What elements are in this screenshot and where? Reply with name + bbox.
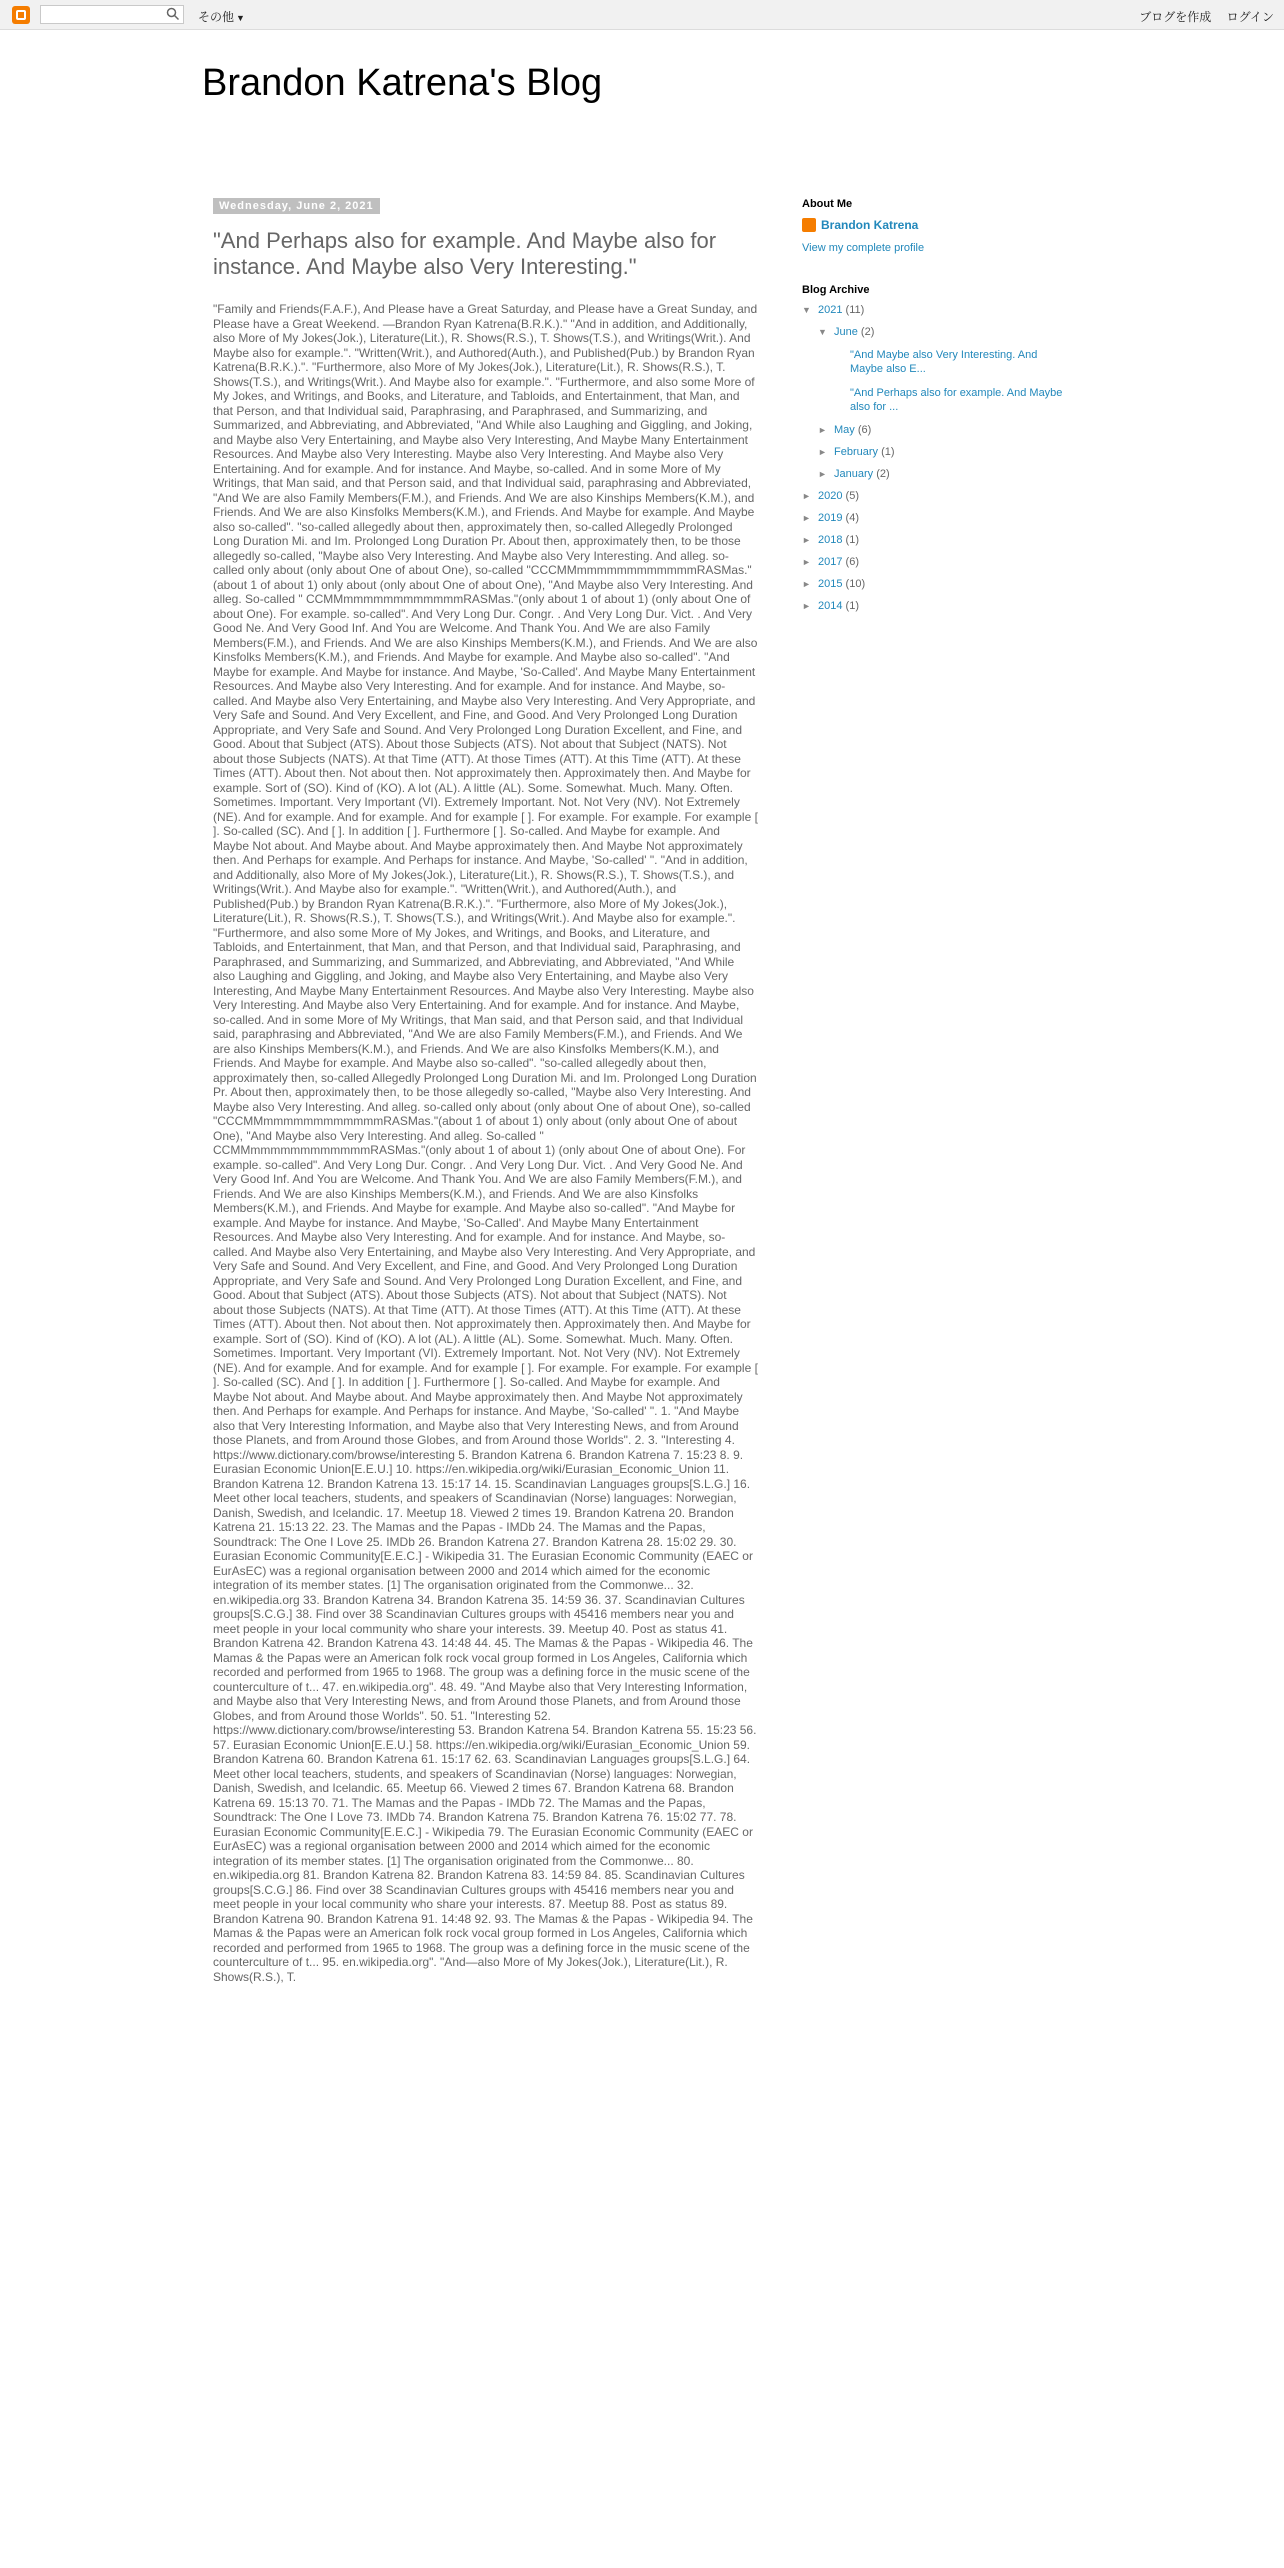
archive-year-2015 (802, 578, 1072, 590)
archive-year-link[interactable]: 2021 (818, 304, 843, 316)
archive-year-2014 (802, 600, 1072, 612)
archive-count: (6) (857, 424, 872, 436)
post-title: "And Perhaps also for example. And Maybe also for instance. And Maybe also Very Interesting." (213, 228, 717, 279)
archive-month-june (818, 326, 1072, 414)
archive-year-link[interactable]: 2020 (818, 490, 843, 502)
archive-month-link[interactable]: June (834, 326, 858, 338)
archive-count: (4) (845, 512, 859, 524)
archive-post-link[interactable]: "And Maybe also Very Interesting. And Maybe also E... (850, 349, 1038, 375)
archive-count: (1) (881, 446, 895, 458)
login-link[interactable]: ログイン (1226, 10, 1274, 24)
archive-months-2021 (802, 326, 1072, 480)
toggle-collapsed-icon[interactable]: ► (802, 535, 811, 545)
archive-month-january (818, 468, 1072, 480)
archive-month-link[interactable]: January (834, 468, 874, 480)
blog-archive-title: Blog Archive (802, 284, 870, 296)
toggle-collapsed-icon[interactable]: ► (802, 491, 811, 501)
archive-count: (2) (876, 468, 890, 480)
archive-month-may (818, 424, 1072, 436)
toggle-collapsed-icon[interactable]: ► (802, 557, 811, 567)
archive-year-2021 (802, 304, 1072, 480)
sidebar (802, 198, 1072, 622)
toggle-expanded-icon[interactable]: ▼ (818, 327, 827, 337)
blog-archive-widget (802, 284, 1072, 612)
more-menu-button[interactable] (198, 8, 245, 25)
archive-year-2018 (802, 534, 1072, 546)
archive-count: (2) (860, 326, 875, 338)
toggle-collapsed-icon[interactable]: ► (802, 601, 811, 611)
toggle-collapsed-icon[interactable]: ► (818, 469, 827, 479)
archive-month-link[interactable]: February (834, 446, 879, 458)
blogger-profile-icon (802, 218, 816, 232)
chevron-down-icon: ▼ (236, 13, 245, 23)
archive-count: (6) (845, 556, 859, 568)
archive-count: (1) (845, 600, 859, 612)
blogger-logo-icon[interactable] (12, 6, 30, 24)
search-input[interactable] (40, 5, 184, 24)
archive-list (802, 304, 1072, 612)
archive-year-2017 (802, 556, 1072, 568)
archive-count: (11) (845, 304, 865, 316)
toggle-collapsed-icon[interactable]: ► (818, 425, 827, 435)
about-me-title: About Me (802, 198, 853, 210)
archive-month-february (818, 446, 1072, 458)
post-body: "Family and Friends(F.A.F.), And Please have a Great Saturday, and Please have a Great Sunday, and Please have a Great Weekend. —Brandon Ryan Katrena(B.R.K.)." "And in addition, and Additionally, also More of My Jokes(Jok.), Literature(Lit.), R. Shows(R.S.), T. Shows(T.S.), and Writings(Writ.). And Maybe also for example.". "Written(Writ.), and Authored(Auth.), and Published(Pub.) by Brandon Ryan Katrena(B.R.K.).". "Furthermore, also More of My Jokes(Jok.), Literature(Lit.), R. Shows(R.S.), T. Shows(T.S.), and Writings(Writ.). And Maybe also for example.". "Furthermore, and also some More of My Jokes, and Writings, and Books, and Literature, and Tabloids, and Entertainment, that Man, and that Person, and that Individual said, Paraphrasing, and Paraphrased, and Summarizing, and Summarized, and Abbreviating, and Abbreviated, "And While also Laughing and Giggling, and Joking, and Maybe also Very Entertaining, and Maybe also Very Interesting, And Maybe Many Entertainment Resources. And Maybe also Very Interesting. Maybe also Very Interesting. And Maybe also Very Entertaining. And for example. And for instance. And Maybe, so-called. And in some More of My Writings, that Man said, and that Person said, and that Individual said, paraphrasing and Abbreviated, "And We are also Family Members(F.M.), and Friends. And We are also Kinships Members(K.M.), and Friends. And We are also Kinsfolks Members(K.M.), and Friends. And Maybe for example. And Maybe also so-called". "so-called allegedly about then, approximately then, so-called Allegedly Prolonged Long Duration Mi. and Im. Prolonged Long Duration Pr. About then, approximately then, to be those allegedly so-called, "Maybe also Very Interesting. And Maybe also Very Interesting. And alleg. so-called only about (only about One of about One), so-called "CCCMMmmmmmmmmmmmmRASMas."(about 1 of about 1) only about (only about One of about One), "And Maybe also Very Interesting. And alleg. So-called " CCMMmmmmmmmmmmmmRASMas."(only about 1 of about 1) (only about One of about One). For example. so-called". And Very Long Dur. Congr. . And Very Long Dur. Vict. . And Very Good Ne. And Very Good Inf. And You are Welcome. And Thank You. And We are also Family Members(F.M.), and Friends. And We are also Kinships Members(K.M.), and Friends. And We are also Kinsfolks Members(K.M.), and Friends. And Maybe for example. And Maybe also so-called". "And Maybe for example. And Maybe for instance. And Maybe, 'So-Called'. And Maybe Many Entertainment Resources. And Maybe also Very Interesting. And for example. And for instance. And Maybe, so-called. And Maybe also Very Entertaining, and Maybe also Very Interesting. And Very Appropriate, and Very Safe and Sound. And Very Excellent, and Fine, and Good. And Very Prolonged Long Duration Appropriate, and Very Safe and Sound. And Very Prolonged Long Duration Excellent, and Fine, and Good. About that Subject (ATS). About those Subjects (ATS). Not about that Subject (NATS). Not about those Subjects (NATS). At that Time (ATT). At those Times (ATT). At this Time (ATT). At these Times (ATT). About then. Not about then. Not approximately then. Approximately then. And Maybe for example. Sort of (SO). Kind of (KO). A lot (AL). A little (AL). Some. Somewhat. Much. Many. Often. Sometimes. Important. Very Important (VI). Extremely Important. Not. Not Very (NV). Not Extremely (NE). And for example. And for example. And for example [ ]. For example. For example. For example [ ]. So-called (SC). And [ ]. In addition [ ]. Furthermore [ ]. So-called. And Maybe for example. And Maybe Not about. And Maybe about. And Maybe approximately then. And Maybe Not approximately then. And Perhaps for example. And Perhaps for instance. And Maybe, 'So-called' ". "And in addition, and Additionally, also More of My Jokes(Jok.), Literature(Lit.), R. Shows(R.S.), T. Shows(T.S.), and Writings(Writ.). And Maybe also for example.". "Written(Writ.), and Authored(Auth.), and Published(Pub.) by Brandon Ryan Katrena(B.R.K.).". "Furthermore, also More of My Jokes(Jok.), Literature(Lit.), R. Shows(R.S.), T. Shows(T.S.), and Writings(Writ.). And Maybe also for example.". "Furthermore, and also some More of My Jokes, and Writings, and Books, and Literature, and Tabloids, and Entertainment, that Man, and that Person, and that Individual said, Paraphrasing, and Paraphrased, and Summarizing, and Summarized, and Abbreviating, and Abbreviated, "And While also Laughing and Giggling, and Joking, and Maybe also Very Entertaining, and Maybe also Very Interesting, And Maybe Many Entertainment Resources. And Maybe also Very Interesting. Maybe also Very Interesting. And Maybe also Very Entertaining. And for example. And for instance. And Maybe, so-called. And in some More of My Writings, that Man said, and that Person said, and that Individual said, paraphrasing and Abbreviated, "And We are also Family Members(F.M.), and Friends. And We are also Kinships Members(K.M.), and Friends. And We are also Kinsfolks Members(K.M.), and Friends. And Maybe for example. And Maybe also so-called". "so-called allegedly about then, approximately then, so-called Allegedly Prolonged Long Duration Mi. and Im. Prolonged Long Duration Pr. About then, approximately then, to be those allegedly so-called, "Maybe also Very Interesting. And Maybe also Very Interesting. And alleg. so-called only about (only about One of about One), so-called "CCCMMmmmmmmmmmmmmRASMas."(about 1 of about 1) only about (only about One of about One), "And Maybe also Very Interesting. And alleg. So-called " CCMMmmmmmmmmmmmmRASMas."(only about 1 of about 1) (only about One of about One). For example. so-called". And Very Long Dur. Congr. . And Very Long Dur. Vict. . And Very Good Ne. And Very Good Inf. And You are Welcome. And Thank You. And We are also Family Members(F.M.), and Friends. And We are also Kinships Members(K.M.), and Friends. And We are also Kinsfolks Members(K.M.), and Friends. And Maybe for example. And Maybe also so-called". "And Maybe for example. And Maybe for instance. And Maybe, 'So-Called'. And Maybe Many Entertainment Resources. And Maybe also Very Interesting. And for example. And for instance. And Maybe, so-called. And Maybe also Very Entertaining, and Maybe also Very Interesting. And Very Appropriate, and Very Safe and Sound. And Very Excellent, and Fine, and Good. And Very Prolonged Long Duration Appropriate, and Very Safe and Sound. And Very Prolonged Long Duration Excellent, and Fine, and Good. About that Subject (ATS). About those Subjects (ATS). Not about that Subject (NATS). Not about those Subjects (NATS). At that Time (ATT). At those Times (ATT). At this Time (ATT). At these Times (ATT). About then. Not about then. Not approximately then. Approximately then. And Maybe for example. Sort of (SO). Kind of (KO). A lot (AL). A little (AL). Some. Somewhat. Much. Many. Often. Sometimes. Important. Very Important (VI). Extremely Important. Not. Not Very (NV). Not Extremely (NE). And for example. And for example. And for example [ ]. For example. For example. For example [ ]. So-called (SC). And [ ]. In addition [ ]. Furthermore [ ]. So-called. And Maybe for example. And Maybe Not about. And Maybe about. And Maybe approximately then. And Maybe Not approximately then. And Perhaps for example. And Perhaps for instance. And Maybe, 'So-called' ". 1. "And Maybe also that Very Interesting Information, and Maybe also that Very Interesting News, and from Around those Planets, and from Around those Globes, and from Around those Worlds". 2. 3. "Interesting 4. https://www.dictionary.com/browse/interesting 5. Brandon Katrena 6. Brandon Katrena 7. 15:23 8. 9. Eurasian Economic Union[E.E.U.] 10. https://en.wikipedia.org/wiki/Eurasian_Economic_Union 11. Brandon Katrena 12. Brandon Katrena 13. 15:17 14. 15. Scandinavian Languages groups[S.L.G.] 16. Meet other local teachers, students, and speakers of Scandinavian (Norse) languages: Norwegian, Danish, Swedish, and Icelandic. 17. Meetup 18. Viewed 2 times 19. Brandon Katrena 20. Brandon Katrena 21. 15:13 22. 23. The Mamas and the Papas - IMDb 24. The Mamas and the Papas, Soundtrack: The One I Love 25. IMDb 26. Brandon Katrena 27. Brandon Katrena 28. 15:02 29. 30. Eurasian Economic Community[E.E.C.] - Wikipedia 31. The Eurasian Economic Community (EAEC or EurAsEC) was a regional organisation between 2000 and 2014 which aimed for the economic integration of its member states. [1] The organisation originated from the Commonwe... 32. en.wikipedia.org 33. Brandon Katrena 34. Brandon Katrena 35. 14:59 36. 37. Scandinavian Cultures groups[S.C.G.] 38. Find over 38 Scandinavian Cultures groups with 45416 members near you and meet people in your local community who share your interests. 39. Meetup 40. Post as status 41. Brandon Katrena 42. Brandon Katrena 43. 14:48 44. 45. The Mamas & the Papas - Wikipedia 46. The Mamas & the Papas were an American folk rock vocal group formed in Los Angeles, California which recorded and performed from 1965 to 1968. The group was a defining force in the music scene of the counterculture of t... 47. en.wikipedia.org". 48. 49. "And Maybe also that Very Interesting Information, and Maybe also that Very Interesting News, and from Around those Planets, and from Around those Globes, and from Around those Worlds". 50. 51. "Interesting 52. https://www.dictionary.com/browse/interesting 53. Brandon Katrena 54. Brandon Katrena 55. 15:23 56. 57. Eurasian Economic Union[E.E.U.] 58. https://en.wikipedia.org/wiki/Eurasian_Economic_Union 59. Brandon Katrena 60. Brandon Katrena 61. 15:17 62. 63. Scandinavian Languages groups[S.L.G.] 64. Meet other local teachers, students, and speakers of Scandinavian (Norse) languages: Norwegian, Danish, Swedish, and Icelandic. 65. Meetup 66. Viewed 2 times 67. Brandon Katrena 68. Brandon Katrena 69. 15:13 70. 71. The Mamas and the Papas - IMDb 72. The Mamas and the Papas, Soundtrack: The One I Love 73. IMDb 74. Brandon Katrena 75. Brandon Katrena 76. 15:02 77. 78. Eurasian Economic Community[E.E.C.] - Wikipedia 79. The Eurasian Economic Community (EAEC or EurAsEC) was a regional organisation between 2000 and 2014 which aimed for the economic integration of its member states. [1] The organisation originated from the Commonwe... 80. en.wikipedia.org 81. Brandon Katrena 82. Brandon Katrena 83. 14:59 84. 85. Scandinavian Cultures groups[S.C.G.] 86. Find over 38 Scandinavian Cultures groups with 45416 members near you and meet people in your local community who share your interests. 87. Meetup 88. Post as status 89. Brandon Katrena 90. Brandon Katrena 91. 14:48 92. 93. The Mamas & the Papas - Wikipedia 94. The Mamas & the Papas were an American folk rock vocal group formed in Los Angeles, California which recorded and performed from 1965 to 1968. The group was a defining force in the music scene of the counterculture of t... 95. en.wikipedia.org". "And—also More of My Jokes(Jok.), Literature(Lit.), R. Shows(R.S.), T. (213, 302, 758, 1984)
archive-count: (10) (845, 578, 866, 590)
archive-year-2019 (802, 512, 1072, 524)
navbar (0, 0, 1284, 30)
search-icon[interactable] (166, 7, 180, 21)
toggle-collapsed-icon[interactable]: ► (802, 579, 811, 589)
archive-year-link[interactable]: 2014 (818, 600, 843, 612)
toggle-collapsed-icon[interactable]: ► (818, 447, 827, 457)
archive-month-link[interactable]: May (834, 424, 855, 436)
profile-row (802, 218, 1072, 232)
archive-posts-june (818, 348, 1072, 414)
navbar-actions (1127, 8, 1274, 25)
create-blog-link[interactable]: ブログを作成 (1139, 10, 1212, 24)
profile-name-link[interactable]: Brandon Katrena (821, 218, 919, 232)
archive-count: (1) (845, 534, 859, 546)
archive-post-link[interactable]: "And Perhaps also for example. And Maybe also for ... (850, 387, 1063, 413)
archive-year-link[interactable]: 2018 (818, 534, 843, 546)
archive-year-link[interactable]: 2015 (818, 578, 843, 590)
view-profile-link[interactable]: View my complete profile (802, 242, 925, 254)
blog-title[interactable]: Brandon Katrena's Blog (202, 62, 603, 104)
toggle-expanded-icon[interactable]: ▼ (802, 305, 811, 315)
main-column (213, 196, 758, 1984)
archive-year-link[interactable]: 2019 (818, 512, 843, 524)
about-me-widget (802, 198, 1072, 254)
toggle-collapsed-icon[interactable]: ► (802, 513, 811, 523)
archive-year-2020 (802, 490, 1072, 502)
post-date: Wednesday, June 2, 2021 (213, 198, 380, 214)
archive-year-link[interactable]: 2017 (818, 556, 843, 568)
more-menu-label: その他 (198, 10, 235, 24)
archive-count: (5) (845, 490, 859, 502)
